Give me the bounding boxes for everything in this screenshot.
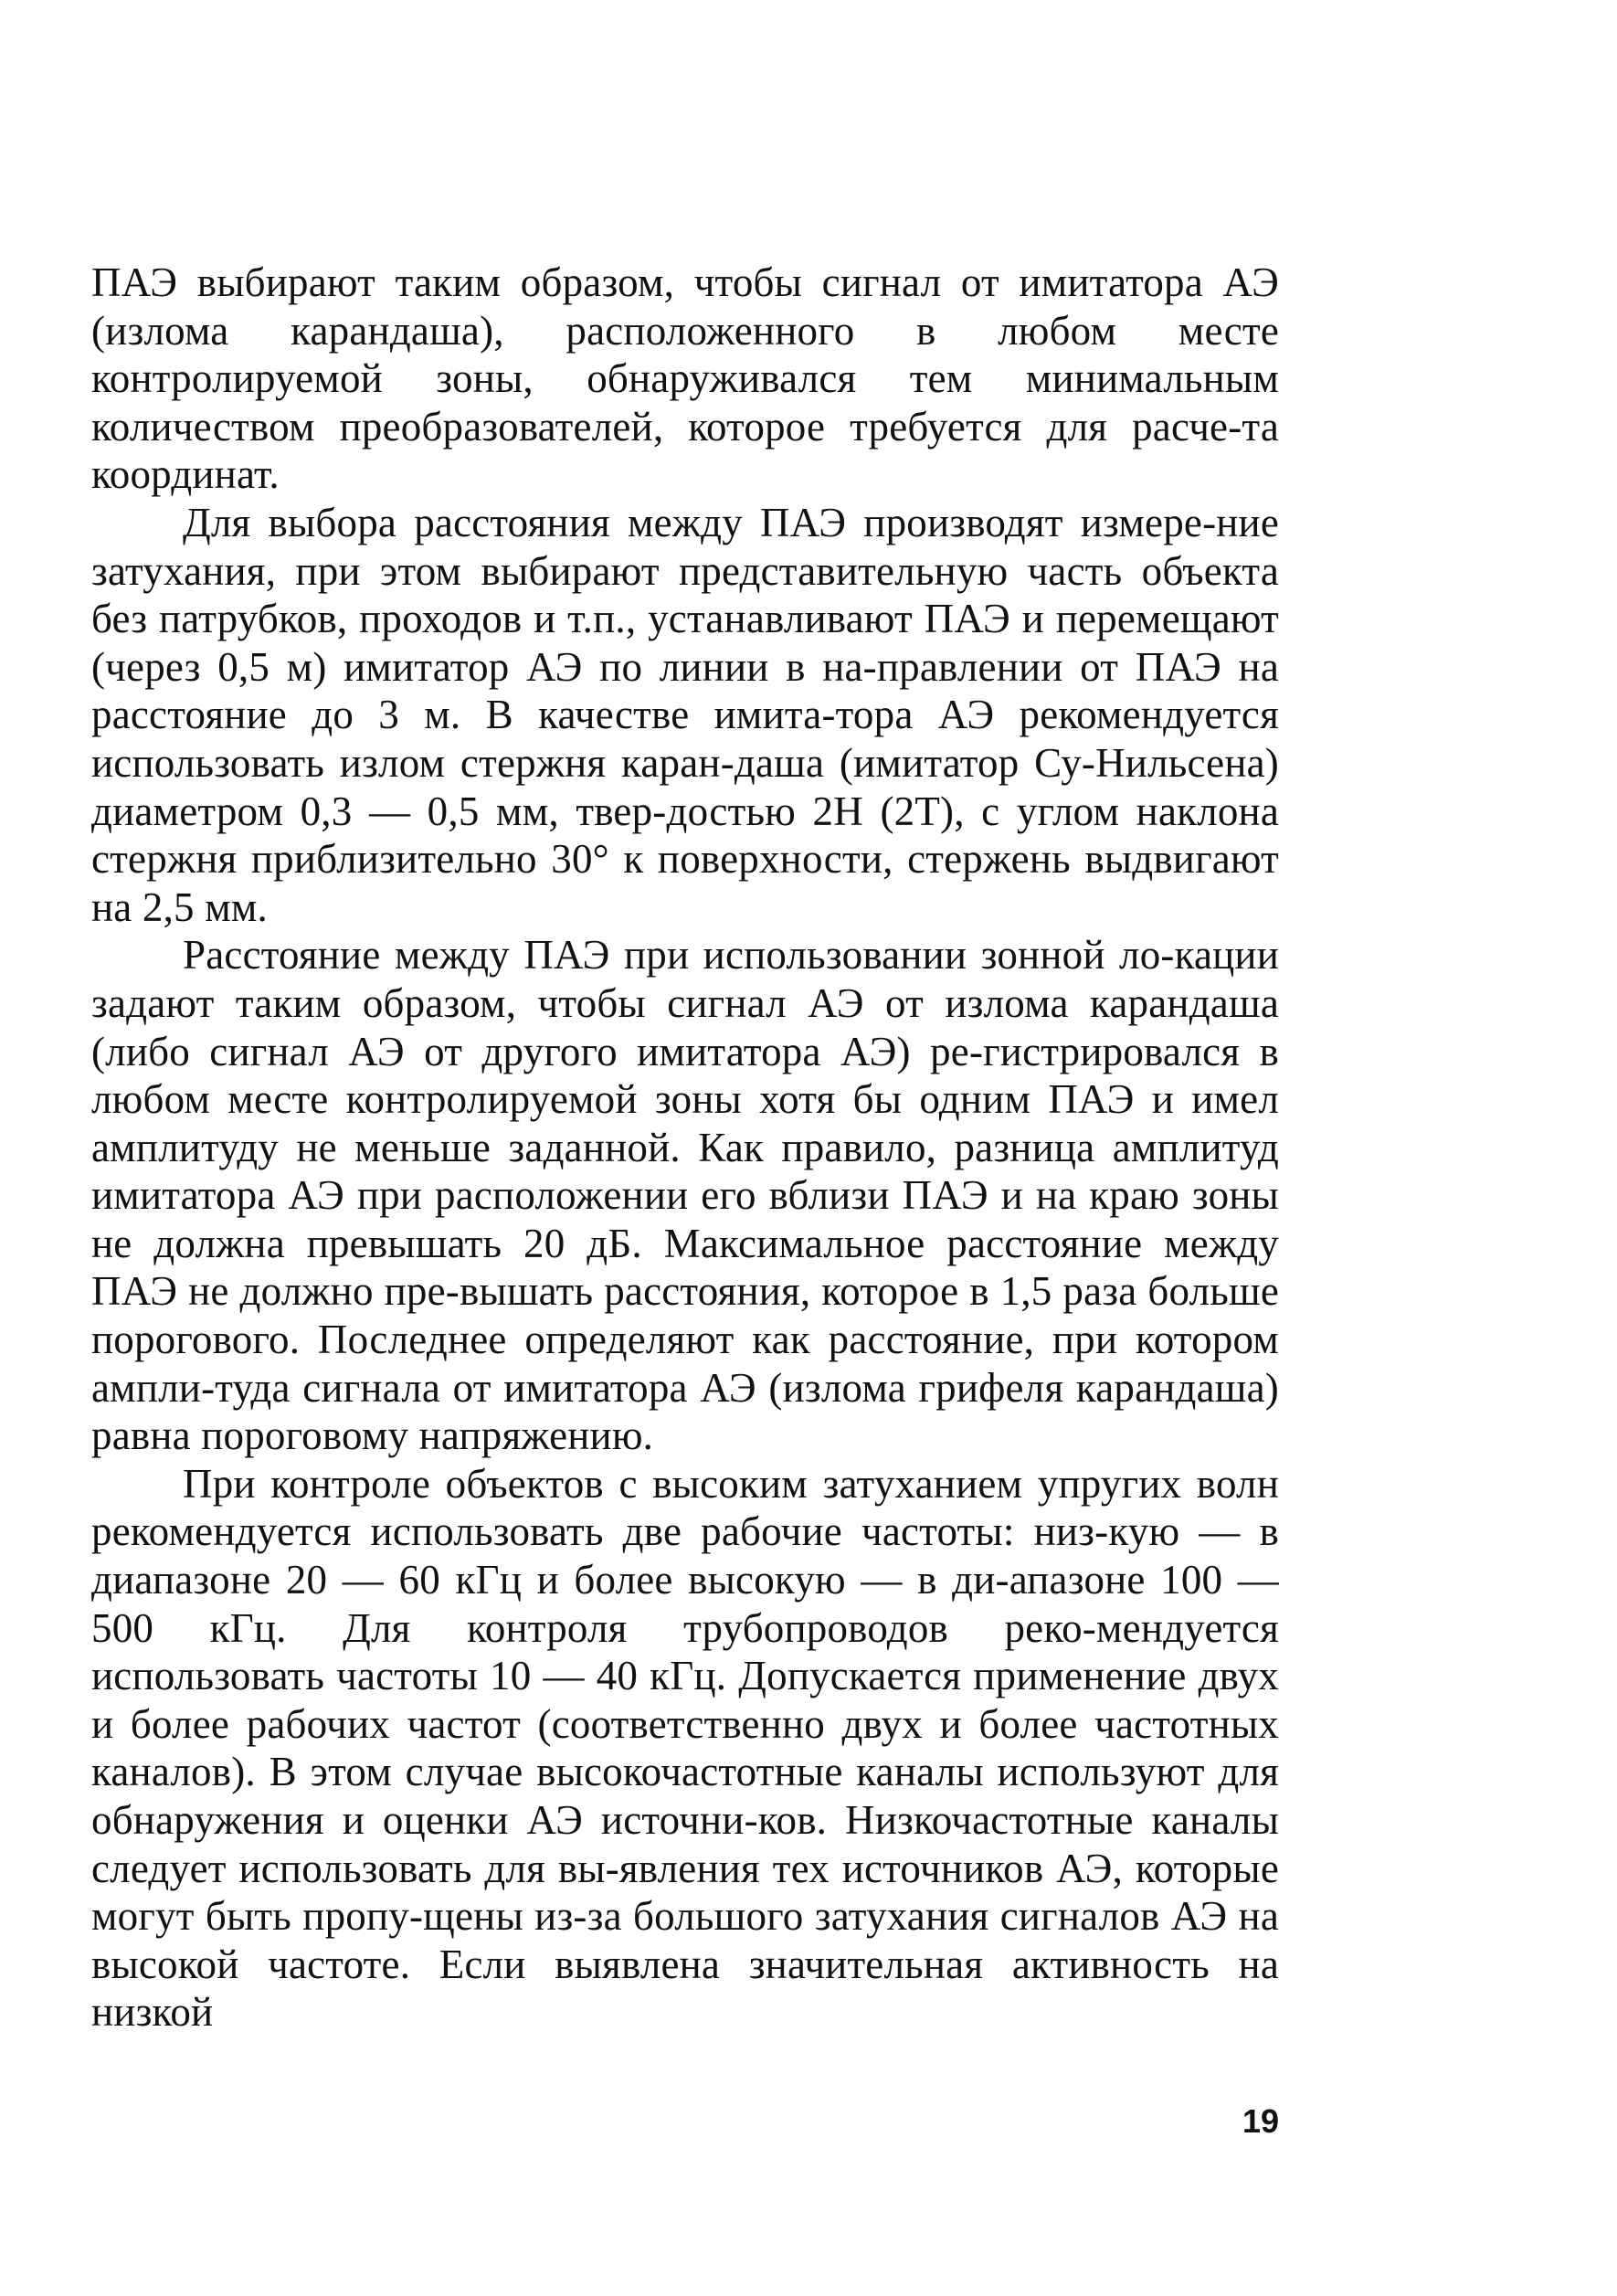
paragraph-4: При контроле объектов с высоким затуханием упругих волн рекомендуется использовать две рабочие частоты: низ-кую — в диапазоне 20 — 60 кГц и более высокую — в ди-апазоне 100 — 500 кГц. Для контроля трубопроводов реко-мендуется использовать частоты 10 — 40 кГц. Допускается применение двух и более рабочих частот (соответственно двух и более частотных каналов). В этом случае высокочастотные каналы используют для обнаружения и оценки АЭ источни-ков. Низкочастотные каналы следует использовать для вы-явления тех источников АЭ, которые могут быть пропу-щены из-за большого затухания сигналов АЭ на высокой частоте. Если выявлена значительная активность на низкой (91, 1460, 1279, 2036)
page-number: 19 (1242, 2102, 1279, 2140)
paragraph-3: Расстояние между ПАЭ при использовании зонной ло-кации задают таким образом, чтобы сигнал АЭ от излома карандаша (либо сигнал АЭ от другого имитатора АЭ) ре-гистрировался в любом месте контролируемой зоны хотя бы одним ПАЭ и имел амплитуду не меньше заданной. Как правило, разница амплитуд имитатора АЭ при расположении его вблизи ПАЭ и на краю зоны не должна превышать 20 дБ. Максимальное расстояние между ПАЭ не должно пре-вышать расстояния, которое в 1,5 раза больше порогового. Последнее определяют как расстояние, при котором ампли-туда сигнала от имитатора АЭ (излома грифеля карандаша) равна пороговому напряжению. (91, 932, 1279, 1459)
body-text (91, 259, 1279, 2037)
paragraph-1: ПАЭ выбирают таким образом, чтобы сигнал от имитатора АЭ (излома карандаша), расположенного в любом месте контролируемой зоны, обнаруживался тем минимальным количеством преобразователей, которое требуется для расче-та координат. (91, 259, 1279, 498)
paragraph-2: Для выбора расстояния между ПАЭ производят измере-ние затухания, при этом выбирают представительную часть объекта без патрубков, проходов и т.п., устанавливают ПАЭ и перемещают (через 0,5 м) имитатор АЭ по линии в на-правлении от ПАЭ на расстояние до 3 м. В качестве имита-тора АЭ рекомендуется использовать излом стержня каран-даша (имитатор Су-Нильсена) диаметром 0,3 — 0,5 мм, твер-достью 2Н (2Т), с углом наклона стержня приблизительно 30° к поверхности, стержень выдвигают на 2,5 мм. (91, 499, 1279, 930)
